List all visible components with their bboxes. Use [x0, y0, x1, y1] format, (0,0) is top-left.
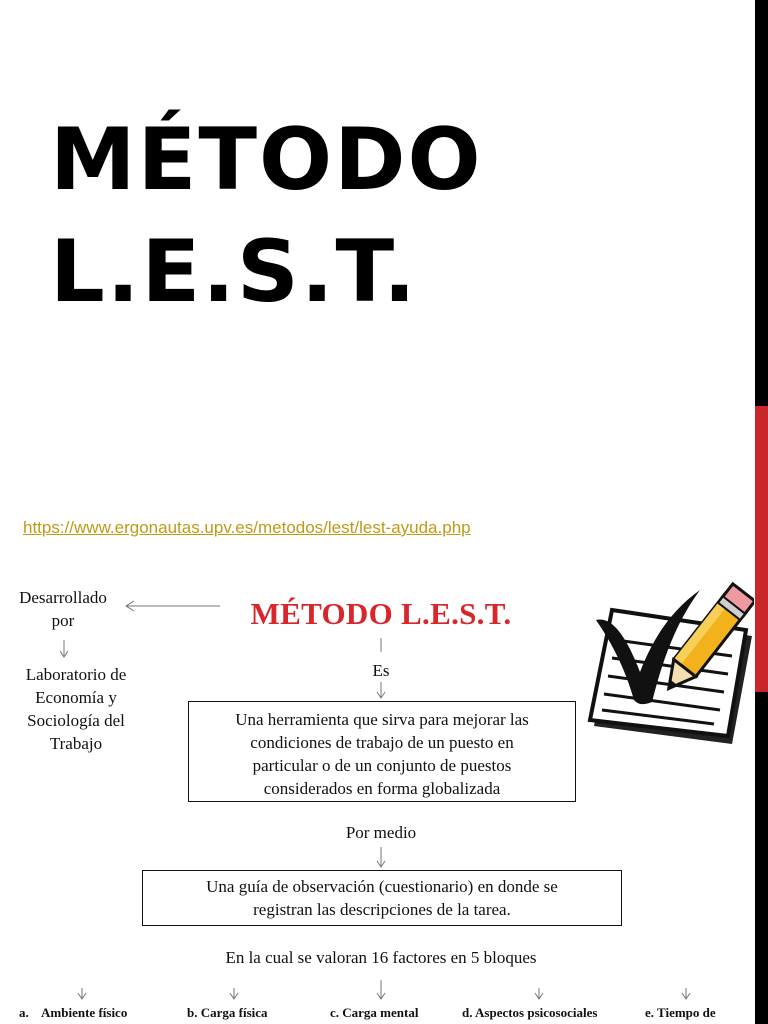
- developer-name: Laboratorio de Economía y Sociología del Trabajo: [25, 665, 127, 753]
- diagram-title: MÉTODO L.E.S.T.: [250, 596, 512, 631]
- block-e: e. Tiempo de: [645, 1005, 716, 1020]
- block-d: d. Aspectos psicosociales: [462, 1005, 598, 1020]
- developed-by-label: Desarrollado por: [19, 588, 107, 630]
- block-a: a. Ambiente físico: [19, 1005, 128, 1020]
- definition-box: Una herramienta que sirva para mejorar las condiciones de trabajo de un puesto en particular o de un conjunto de puestos considerados en forma globalizada: [188, 701, 576, 802]
- by-means-label: Por medio: [345, 823, 417, 842]
- is-label: Es: [372, 661, 390, 680]
- slide-title-line-2: L.E.S.T.: [50, 222, 418, 322]
- reference-link[interactable]: https://www.ergonautas.upv.es/metodos/lest/lest-ayuda.php: [23, 518, 471, 537]
- checklist-pencil-icon: [582, 576, 754, 752]
- evaluation-label: En la cual se valoran 16 factores en 5 bloques: [225, 948, 537, 967]
- block-c: c. Carga mental: [330, 1005, 419, 1020]
- slide-title-line-1: MÉTODO: [50, 110, 483, 210]
- guide-box: Una guía de observación (cuestionario) en donde se registran las descripciones de la tarea.: [142, 870, 622, 926]
- block-b: b. Carga física: [187, 1005, 268, 1020]
